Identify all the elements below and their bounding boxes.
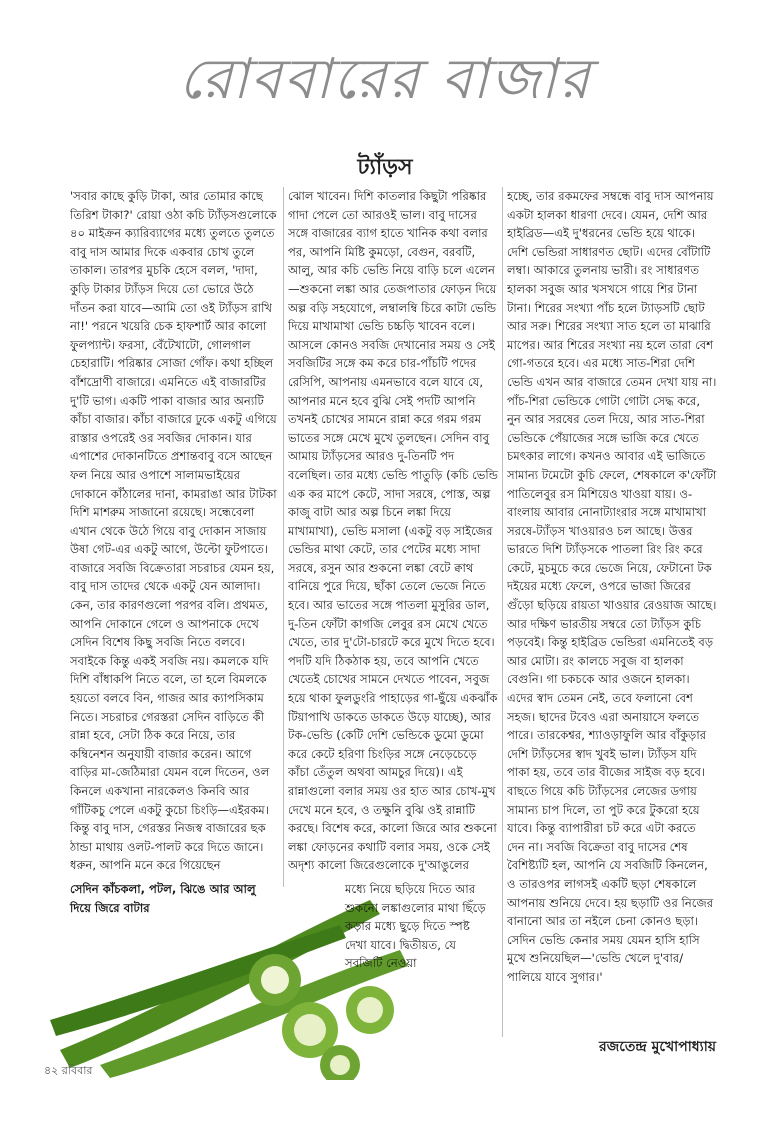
page-masthead: রোববারের বাজার — [178, 47, 592, 112]
page-folio: ৪২ রবিবার — [44, 1064, 93, 1077]
article-title: ট্যাঁড়স — [357, 155, 413, 180]
article-column-1 — [70, 187, 280, 904]
column-2-tail-text: মধ্যে নিয়ে ছড়িয়ে দিতে আর শুকনো লঙ্কাগুলোর মাথা ছিঁড়ে কড়ার মধ্যে ছুড়ে দিতে স্পষ্ট দেখা যাবে। দ্বিতীয়ত, যে সবজিটি নেওয়া — [345, 882, 486, 971]
column-1-tail-text: সেদিন কাঁচকলা, পটল, ঝিঙে আর আলু দিয়ে জিরে বাটার — [70, 882, 256, 915]
column-1-text: 'সবার কাছে কুড়ি টাকা, আর তোমার কাছে তিরিশ টাকা?' রোয়া ওঠা কচি ট্যাঁড়সগুলোকে ৪০ মাইক্রন ক্যারিব্যাগের মধ্যে তুলতে তুলতে বাবু দাস আমার দিকে একবার চোখ তুলে তাকাল। তারপর মুচকি হেসে বলল, 'দাদা, কুড়ি টাকার ট্যাঁড়স দিয়ে তো ভোরে উঠে দাঁতন করা যাবে—আমি তো ওই ট্যাঁড়স রাখি না!' পরনে খয়েরি চেক হাফশার্ট আর কালো ফুলপ্যান্ট। ফরসা, বেঁটেখাটো, গোলগাল চেহারাটি। পরিষ্কার সোজা গোঁফ। কথা হচ্ছিল বাঁশদ্রোণী বাজারে। এমনিতে এই বাজারটির দু'টি ভাগ। একটি পাকা বাজার আর অন্যটি কাঁচা বাজার। কাঁচা বাজারে ঢুকে একটু এগিয়ে রাস্তার ওপরেই ওর সবজির দোকান। যার এপাশের দোকানটিতে প্রশান্তবাবু বসে আছেন ফল নিয়ে আর ওপাশে সালামভাইয়ের দোকানে কাঁঠালের দানা, কামরাঙা আর টাটকা দিশি মাশরুম সাজানো রয়েছে। সন্ধেবেলা এখান থেকে উঠে গিয়ে বাবু দোকান সাজায় উষা গেট-এর একটু আগে, উল্টো ফুটপাতে। বাজারে সবজি বিক্রেতারা সচরাচর যেমন হয়, বাবু দাস তাদের থেকে একটু যেন আলাদা। কেন, তার কারণগুলো পরপর বলি। প্রথমত, আপনি দোকানে গেলে ও আপনাকে দেখে সেদিন বিশেষ কিছু সবজি নিতে বলবে। সবাইকে কিন্তু একই সবজি নয়। কমলকে যদি দিশি বাঁধাকপি নিতে বলে, তা হলে বিমলকে হয়তো বলবে বিন, গাজর আর ক্যাপসিকাম নিতে। সচরাচর গেরস্তরা সেদিন বাড়িতে কী রান্না হবে, সেটা ঠিক করে নিয়ে, তার কম্বিনেশন অনুযায়ী বাজার করেন। আগে বাড়ির মা-জেঠিমারা যেমন বলে দিতেন, ওল কিনলে একখানা নারকেলও কিনবি আর গাঁটিকচু পেলে একটু কুচো চিংড়ি—এইরকম। কিন্তু বাবু দাস, গেরস্তর নিজস্ব বাজারের ছক ঠান্ডা মাথায় ওলট-পালট করে দিতে জানে। ধরুন, আপনি মনে করে গিয়েছেন — [70, 189, 277, 873]
column-2-text: ঝোল খাবেন। দিশি কাতলার কিছুটা পরিষ্কার গাদা পেলে তো আরওই ভাল। বাবু দাসের সঙ্গে বাজারের ব্যাগ হাতে খানিক কথা বলার পর, আপনি মিষ্টি কুমড়ো, বেগুন, বরবটি, আলু, আর কচি ভেন্ডি নিয়ে বাড়ি চলে এলেন—শুকনো লঙ্কা আর তেজপাতার ফোড়ন দিয়ে অল্প বড়ি সহযোগে, লম্বালম্বি চিরে কাটা ভেন্ডি দিয়ে মাখামাখা ভেন্ডি চচ্চড়ি খাবেন বলে। আসলে কোনও সবজি দেখানোর সময় ও সেই সবজিটির সঙ্গে কম করে চার-পাঁচটি পদের রেসিপি, আপনায় এমনভাবে বলে যাবে যে, আপনার মনে হবে বুঝি সেই পদটি আপনি তখনই চোখের সামনে রান্না করে গরম গরম ভাতের সঙ্গে মেখে মুখে তুলছেন। সেদিন বাবু আমায় ট্যাঁড়সের আরও দু-তিনটি পদ বলেছিল। তার মধ্যে ভেন্ডি পাতুড়ি (কচি ভেন্ডি এক কর মাপে কেটে, সাদা সরষে, পোস্ত, অল্প কাজু বাটা আর অল্প চিনে লঙ্কা দিয়ে মাখামাখা), ভেন্ডি মসালা (একটু বড় সাইজের ভেন্ডির মাথা কেটে, তার পেটের মধ্যে সাদা সরষে, রসুন আর শুকনো লঙ্কা বেটে ক্বাথ বানিয়ে পুরে দিয়ে, ছাঁকা তেলে ভেজে নিতে হবে। আর ভাতের সঙ্গে পাতলা মুসুরির ডাল, দু-তিন ফোঁটা কাগজি লেবুর রস মেখে খেতে খেতে, তার দু'টো-চারটে করে মুখে দিতে হবে। পদটি যদি ঠিকঠাক হয়, তবে আপনি খেতে খেতেই চোখের সামনে দেখতে পাবেন, সবুজ হয়ে থাকা ফুলডুংরি পাহাড়ের গা-ছুঁয়ে একঝাঁক টিয়াপাখি ডাকতে ডাকতে উড়ে যাচ্ছে), আর টক-ভেন্ডি (কেটি দেশি ভেন্ডিকে ডুমো ডুমো করে কেটে হরিণা চিংড়ির সঙ্গে নেড়েচেড়ে কাঁচা তেঁতুল অথবা আমচুর দিয়ে)। এই রান্নাগুলো বলার সময় ওর হাত আর চোখ-মুখ দেখে মনে হবে, ও তক্ষুনি বুঝি ওই রান্নাটি করছে। বিশেষ করে, কালো জিরে আর শুকনো লঙ্কা ফোড়নের কথাটি বলার সময়, ওকে সেই অদৃশ্য কালো জিরেগুলোকে দু'আঙুলের — [288, 189, 498, 873]
column-divider — [502, 187, 503, 1037]
column-divider — [283, 187, 284, 887]
author-byline: রজতেন্দ্র মুখোপাধ্যায় — [599, 1039, 716, 1055]
article-column-3 — [507, 187, 717, 1027]
article-column-2 — [288, 187, 500, 877]
column-3-text: হচ্ছে, তার রকমফের সম্বন্ধে বাবু দাস আপনায় একটা হালকা ধারণা দেবে। যেমন, দেশি আর হাইব্রিড—এই দু'ধরনের ভেন্ডি হয়ে থাকে। দেশি ভেন্ডিরা সাধারণত ছোট। এদের বোঁটাটি লম্বা। আকারে তুলনায় ভারী। রং সাধারণত হালকা সবুজ আর খসখসে গায়ে শির টানা টানা। শিরের সংখ্যা পাঁচ হলে ট্যাড়সটি ছোট আর সরু। শিরের সংখ্যা সাত হলে তা মাঝারি মাপের। আর শিরের সংখ্যা নয় হলে তারা বেশ গাে-গতরে হবে। এর মধ্যে সাত-শিরা দেশি ভেন্ডি এখন আর বাজারে তেমন দেখা যায় না। পাঁচ-শিরা ভেন্ডিকে গোটা গোটা সেদ্ধ করে, নুন আর সরষের তেল দিয়ে, আর সাত-শিরা ভেন্ডিকে পেঁয়াজের সঙ্গে ভাজি করে খেতে চমৎকার লাগে। কখনও আবার এই ভাজিতে সামান্য টমেটো কুচি ফেলে, শেষকালে ক'ফোঁটা পাতিলেবুর রস মিশিয়েও খাওয়া যায়। ও-বাংলায় আবার নোনাট্যাংরার সঙ্গে মাখামাখা সরষে-ট্যাঁড়স খাওয়ারও চল আছে। উত্তর ভারতে দিশি ট্যাঁড়সকে পাতলা রিং রিং করে কেটে, মুচমুচে করে ভেজে নিয়ে, ফেটানো টক দইয়ের মধ্যে ফেলে, ওপরে ভাজা জিরের গুঁড়ো ছড়িয়ে রায়তা খাওয়ার রেওয়াজ আছে। আর দক্ষিণ ভারতীয় সম্বরে তো ট্যাঁড়স কুচি পড়বেই। কিন্তু হাইব্রিড ভেন্ডিরা এমনিতেই বড় আর মোটা। রং কালচে সবুজ বা হালকা বেগুনি। গা চকচকে আর ওজনে হালকা। এদের স্বাদ তেমন নেই, তবে ফলানো বেশ সহজ। ছাদের টবেও এরা অনায়াসে ফলতে পারে। তারকেশ্বর, শ্যাওড়াফুলি আর বাঁকুড়ার দেশি ট্যাঁড়সের স্বাদ খুবই ভাল। ট্যাঁড়স যদি পাকা হয়, তবে তার বীজের সাইজ বড় হবে। বাছতে গিয়ে কচি ট্যাঁড়সের লেজের ডগায় সামান্য চাপ দিলে, তা পুট করে টুকরো হয়ে যাবে। কিন্তু ব্যাপারীরা চট করে এটা করতে দেন না। সবজি বিক্রেতা বাবু দাসের শেষ বৈশিষ্ট্যটি হল, আপনি যে সবজিটি কিনলেন, ও তারওপর লাগসই একটি ছড়া শেষকালে আপনায় শুনিয়ে দেবে। হয় ছড়াটি ওর নিজের বানানো আর তা নইলে চেনা কোনও ছড়া। সেদিন ভেন্ডি কেনার সময় যেমন হাসি হাসি মুখে শুনিয়েছিল—'ভেন্ডি খেলে দু'বার/পালিয়ে যাবে সুগার।' — [507, 189, 717, 984]
